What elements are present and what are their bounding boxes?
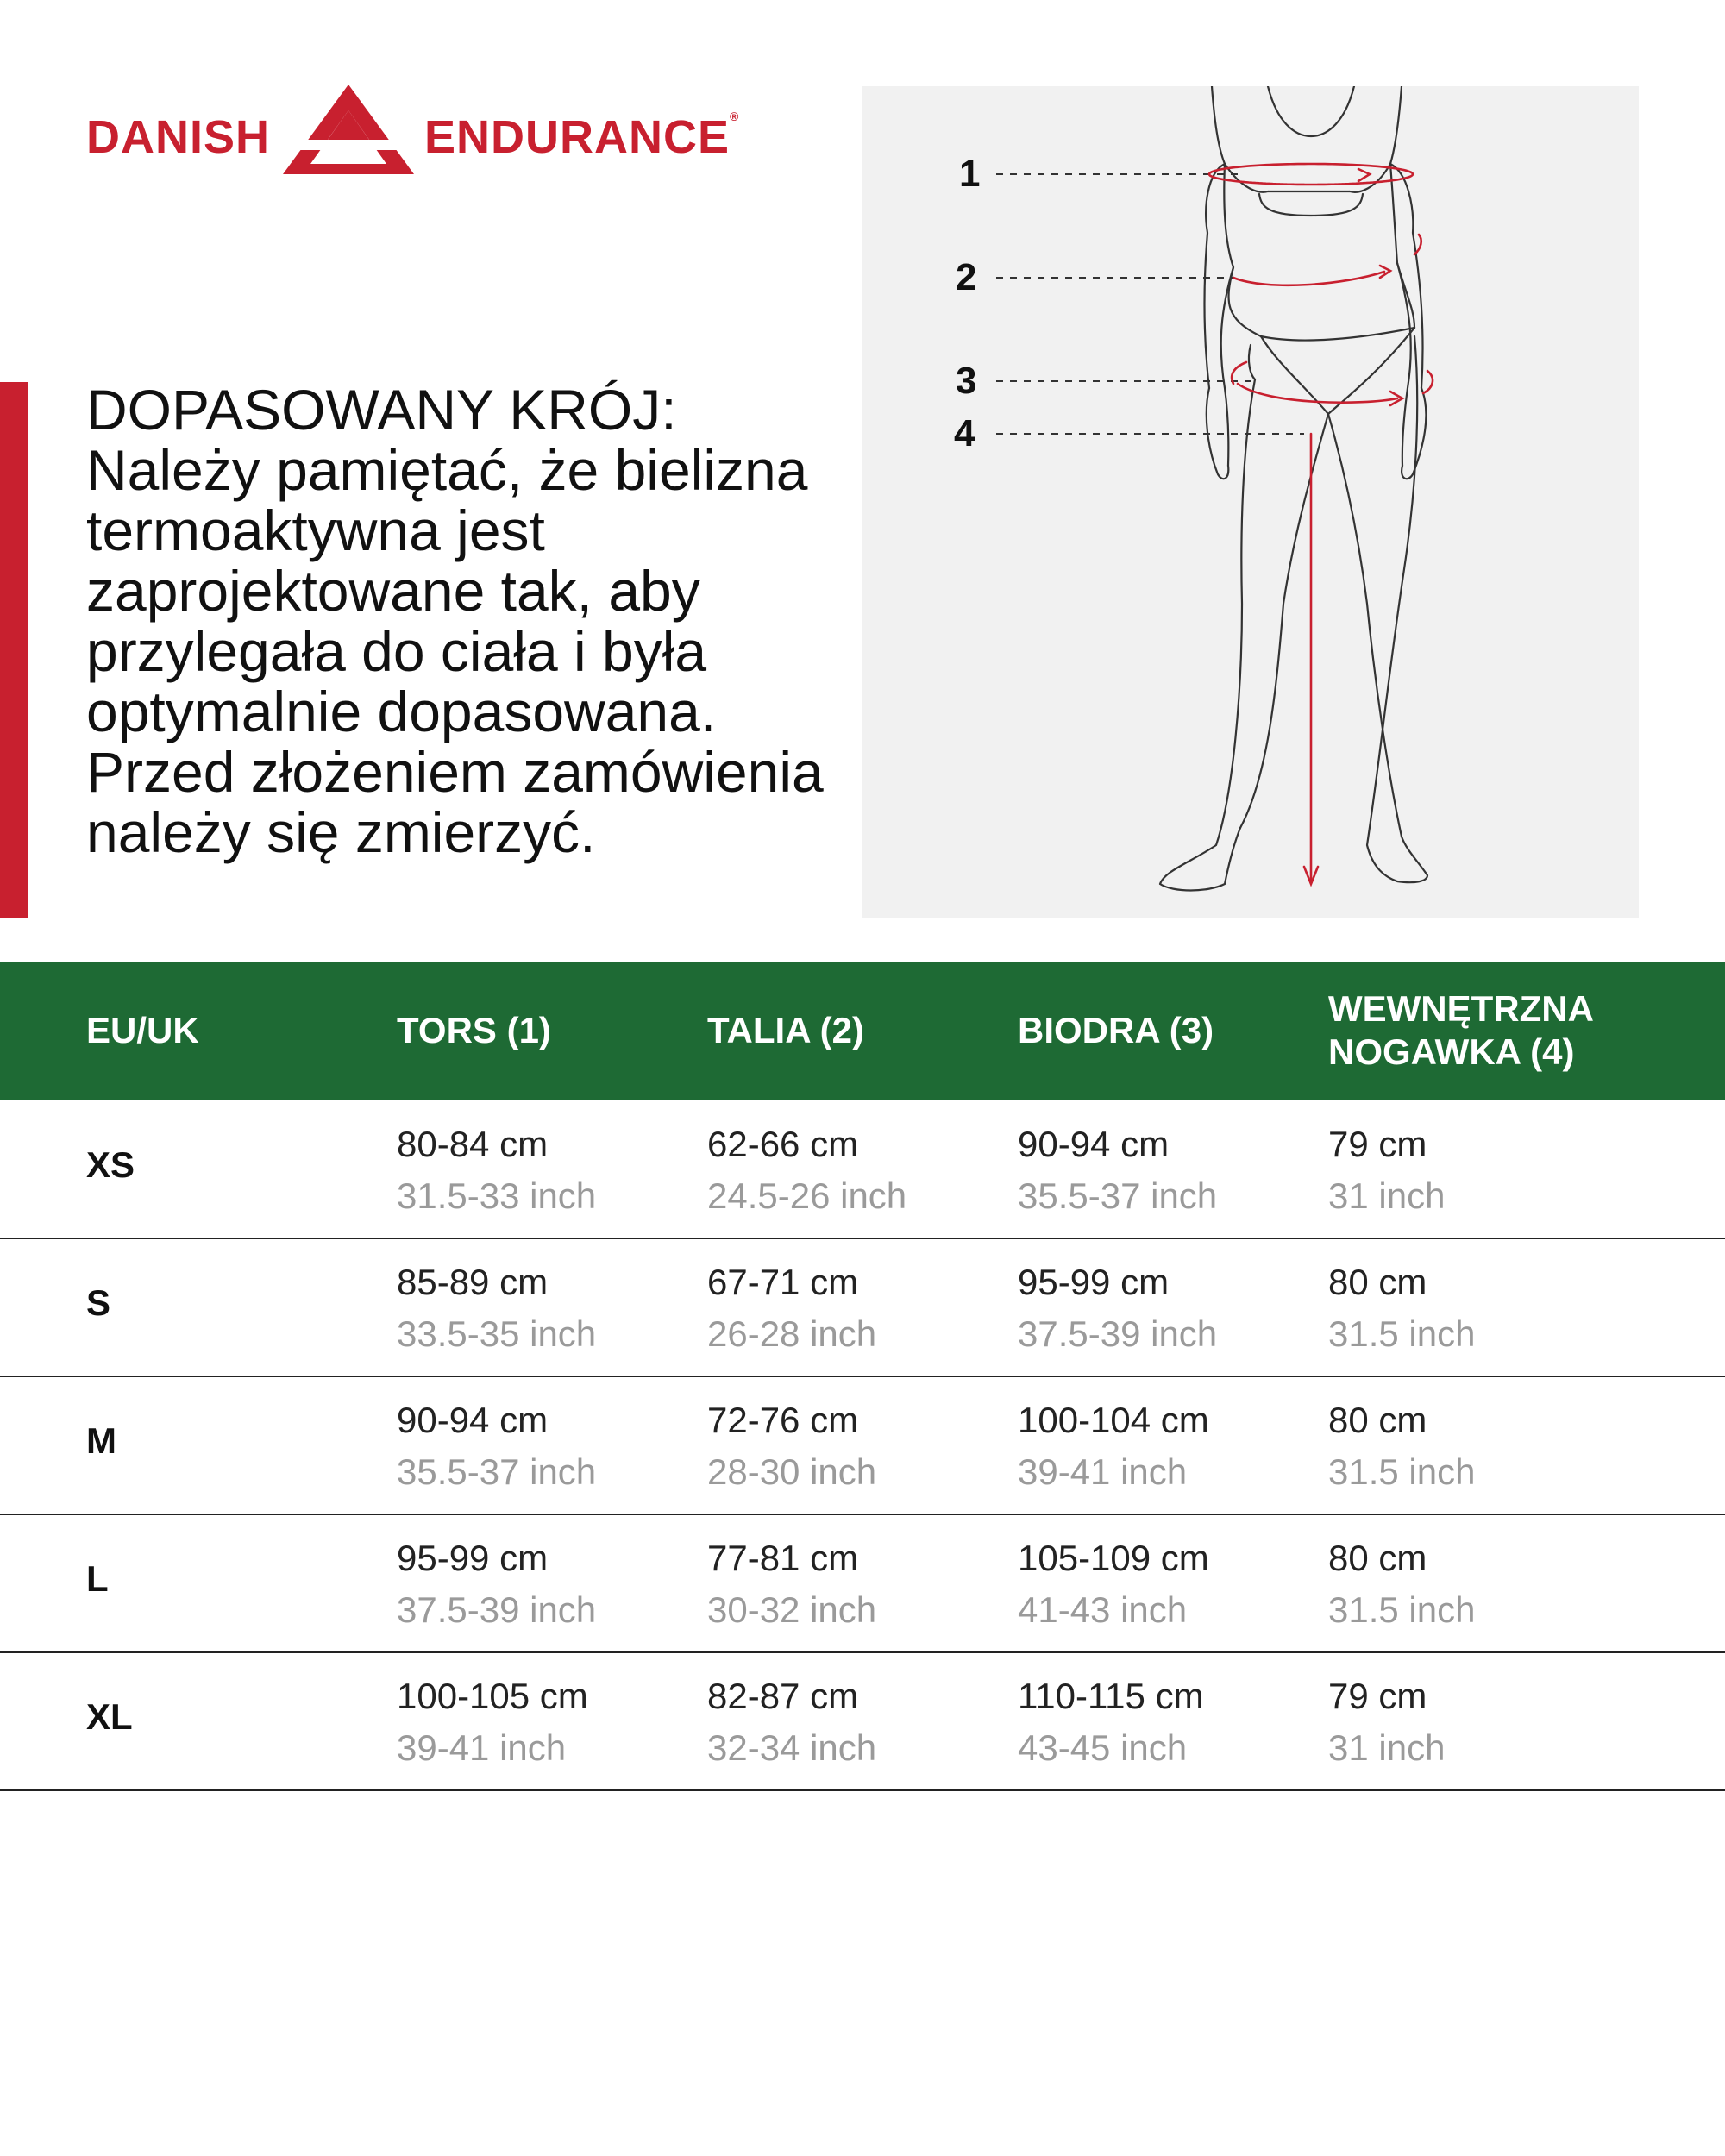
marker-inseam: 4 <box>954 412 975 454</box>
hips-cell: 110-115 cm 43-45 inch <box>1018 1676 1204 1768</box>
header-inseam: WEWNĘTRZNA NOGAWKA (4) <box>1328 988 1594 1072</box>
measurement-figure <box>862 86 1639 918</box>
brand-name-right: ENDURANCE® <box>424 110 740 163</box>
table-row <box>0 1651 1725 1791</box>
header-waist: TALIA (2) <box>707 1010 864 1050</box>
waist-cell: 82-87 cm 32-34 inch <box>707 1676 877 1768</box>
torso-cell: 90-94 cm 35.5-37 inch <box>397 1400 597 1492</box>
hips-cell: 105-109 cm 41-43 inch <box>1018 1538 1209 1630</box>
waist-cell: 62-66 cm 24.5-26 inch <box>707 1124 907 1216</box>
hips-cell: 90-94 cm 35.5-37 inch <box>1018 1124 1218 1216</box>
size-label: XS <box>86 1144 135 1185</box>
inseam-cell: 79 cm 31 inch <box>1328 1676 1446 1768</box>
inseam-cell: 80 cm 31.5 inch <box>1328 1538 1476 1630</box>
torso-cell: 80-84 cm 31.5-33 inch <box>397 1124 597 1216</box>
brand-mountain-icon <box>283 85 414 174</box>
brand-logo <box>86 85 750 179</box>
inseam-cell: 80 cm 31.5 inch <box>1328 1400 1476 1492</box>
fit-description: DOPASOWANY KRÓJ: Należy pamiętać, że bielizna termoaktywna jest zaprojektowane tak, aby przylegała do ciała i była optymalnie dopasowana. Przed złożeniem zamówienia należy się zmierzyć. <box>86 378 824 864</box>
hips-cell: 95-99 cm 37.5-39 inch <box>1018 1262 1218 1354</box>
waist-cell: 72-76 cm 28-30 inch <box>707 1400 877 1492</box>
torso-cell: 85-89 cm 33.5-35 inch <box>397 1262 597 1354</box>
size-label: XL <box>86 1696 133 1737</box>
inseam-cell: 79 cm 31 inch <box>1328 1124 1446 1216</box>
waist-cell: 77-81 cm 30-32 inch <box>707 1538 877 1630</box>
waist-cell: 67-71 cm 26-28 inch <box>707 1262 877 1354</box>
size-table-header <box>0 962 1725 1100</box>
table-row <box>0 1376 1725 1515</box>
brand-name-left: DANISH <box>86 111 271 163</box>
table-row <box>0 1100 1725 1239</box>
inseam-cell: 80 cm 31.5 inch <box>1328 1262 1476 1354</box>
size-label: M <box>86 1420 116 1461</box>
table-row <box>0 1514 1725 1653</box>
body-outline-icon <box>862 86 1639 918</box>
torso-cell: 100-105 cm 39-41 inch <box>397 1676 588 1768</box>
torso-cell: 95-99 cm 37.5-39 inch <box>397 1538 597 1630</box>
marker-torso: 1 <box>959 153 981 195</box>
size-label: L <box>86 1558 109 1599</box>
size-label: S <box>86 1282 111 1323</box>
hips-cell: 100-104 cm 39-41 inch <box>1018 1400 1209 1492</box>
marker-waist: 2 <box>956 256 977 298</box>
accent-bar <box>0 382 28 918</box>
table-row <box>0 1238 1725 1377</box>
header-eu-uk: EU/UK <box>86 1010 199 1050</box>
marker-hips: 3 <box>956 360 977 402</box>
header-hips: BIODRA (3) <box>1018 1010 1214 1050</box>
header-torso: TORS (1) <box>397 1010 551 1050</box>
